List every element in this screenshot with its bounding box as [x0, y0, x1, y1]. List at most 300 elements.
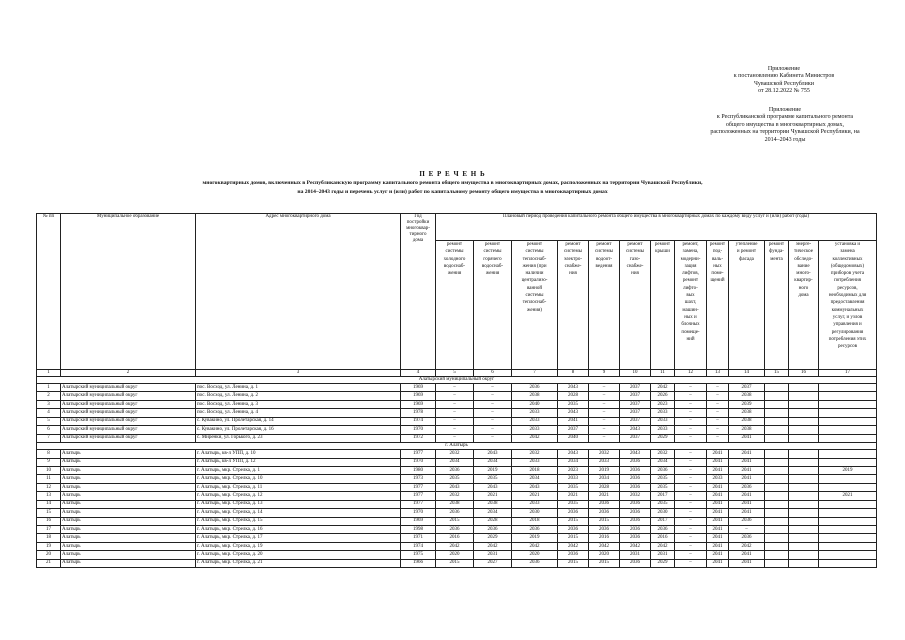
table-cell: 2035	[474, 475, 512, 483]
table-cell: Алатырь	[61, 458, 196, 466]
table-cell: –	[675, 542, 707, 550]
table-cell: 2038	[729, 392, 765, 400]
table-cell	[765, 450, 789, 458]
table-cell	[789, 526, 819, 534]
table-cell: 1969	[401, 384, 436, 392]
appendix-decree-line: к постановлению Кабинета Министров	[733, 73, 835, 80]
table-cell: 10	[37, 466, 61, 474]
table-cell: 2015	[589, 517, 620, 525]
column-header-line: ресурсов	[837, 344, 858, 350]
table-cell: 2020	[512, 551, 558, 559]
table-cell: 2041	[707, 517, 729, 525]
column-header-line: жения)	[527, 307, 542, 313]
table-cell	[789, 492, 819, 500]
column-header-line: электро-	[563, 256, 583, 262]
table-cell: 2036	[589, 526, 620, 534]
table-cell	[765, 417, 789, 425]
table-cell: Алатырь	[61, 551, 196, 559]
table-cell: 2028	[589, 483, 620, 491]
table-cell	[819, 526, 877, 534]
table-cell: Алатырь	[61, 450, 196, 458]
column-header-line: ремонт	[446, 242, 463, 247]
table-cell: 11	[37, 475, 61, 483]
table-row	[37, 509, 877, 517]
table-cell: Алатырь	[61, 526, 196, 534]
column-header-work-type	[675, 241, 707, 370]
column-header-line: и ремонт	[736, 249, 757, 255]
table-cell: с. Кувакино, ул. Пролетарская, д. 14	[196, 417, 401, 425]
column-header-line: замена,	[682, 249, 699, 255]
table-cell: 2019	[589, 466, 620, 474]
table-cell	[765, 434, 789, 442]
column-header-line: водоснаб-	[443, 263, 466, 269]
table-cell	[789, 434, 819, 442]
table-cell: 2041	[707, 500, 729, 508]
table-cell: 2041	[707, 542, 729, 550]
column-header-line: блочных	[681, 322, 700, 328]
table-cell	[789, 409, 819, 417]
table-cell: –	[675, 559, 707, 567]
table-cell	[765, 392, 789, 400]
table-cell: –	[589, 384, 620, 392]
column-header-line: жения	[485, 271, 500, 277]
table-cell: 2041	[729, 492, 765, 500]
table-cell: г. Алатырь, кв-л УПП, д. 10	[196, 450, 401, 458]
table-cell: г. Алатырь, мкр. Стрелка, д. 19	[196, 542, 401, 550]
column-header-line: ремонт,	[682, 242, 699, 247]
table-row	[37, 434, 877, 442]
table-cell: 2041	[729, 559, 765, 567]
table-cell: 2021	[512, 492, 558, 500]
table-cell	[819, 500, 877, 508]
table-cell: 2038	[729, 417, 765, 425]
column-number: 6	[474, 370, 512, 377]
table-cell: Алатырь	[61, 542, 196, 550]
table-cell	[819, 384, 877, 392]
column-header-line: системы	[445, 249, 464, 255]
table-cell: г. Алатырь, мкр. Стрелка, д. 10	[196, 475, 401, 483]
table-cell	[819, 392, 877, 400]
table-cell: –	[436, 392, 474, 400]
column-header-line: Год	[414, 214, 422, 219]
table-row	[37, 400, 877, 408]
table-cell: –	[707, 434, 729, 442]
table-cell: –	[474, 417, 512, 425]
table-cell: г. Алатырь, мкр. Стрелка, д. 12	[196, 492, 401, 500]
table-cell	[789, 450, 819, 458]
table-cell: 2041	[707, 509, 729, 517]
table-cell: 2027	[474, 559, 512, 567]
table-cell	[765, 559, 789, 567]
table-cell	[819, 483, 877, 491]
table-cell: –	[436, 384, 474, 392]
table-cell: г. Алатырь, мкр. Стрелка, д. 16	[196, 526, 401, 534]
table-cell: 2042	[651, 542, 675, 550]
table-cell	[819, 559, 877, 567]
column-header-line: вание	[797, 263, 810, 269]
column-header-line: наличии	[525, 271, 544, 277]
table-cell: 2035	[558, 500, 589, 508]
table-cell: 2041	[707, 526, 729, 534]
table-cell: 2042	[474, 542, 512, 550]
table-cell: –	[707, 417, 729, 425]
table-cell	[765, 409, 789, 417]
table-cell: 2041	[707, 492, 729, 500]
table-cell: –	[707, 426, 729, 434]
table-cell: 9	[37, 458, 61, 466]
column-header-line: ных и	[684, 314, 697, 320]
table-cell: 2036	[729, 517, 765, 525]
column-number: 1	[37, 370, 61, 377]
table-cell: 2041	[707, 458, 729, 466]
column-header-line: ремонт	[627, 242, 643, 247]
table-cell	[765, 466, 789, 474]
table-cell: 2043	[620, 450, 651, 458]
table-cell	[819, 426, 877, 434]
appendix-program-line: Приложение	[768, 107, 802, 113]
column-header-municipality: Муниципальное образование	[61, 214, 196, 370]
table-cell: г. Алатырь, кв-л УПП, д. 12	[196, 458, 401, 466]
table-cell: 2015	[558, 517, 589, 525]
table-cell: –	[474, 434, 512, 442]
table-cell	[819, 534, 877, 542]
table-cell: 2034	[558, 458, 589, 466]
column-header-line: квартир-	[794, 278, 813, 284]
table-cell: 2032	[651, 450, 675, 458]
table-cell: 2036	[620, 509, 651, 517]
table-cell	[819, 509, 877, 517]
table-cell: 17	[37, 526, 61, 534]
table-cell: 2036	[436, 509, 474, 517]
column-header-line: регулирования	[831, 329, 864, 335]
table-cell: 6	[37, 426, 61, 434]
column-header-line: ремонт	[768, 242, 785, 247]
column-number: 3	[196, 370, 401, 377]
column-header-line: теплоснаб-	[522, 300, 547, 306]
table-cell: 2037	[620, 392, 651, 400]
table-cell: 2042	[620, 542, 651, 550]
table-cell: 2028	[474, 517, 512, 525]
table-cell: 16	[37, 517, 61, 525]
table-cell: 2037	[620, 400, 651, 408]
table-cell: –	[675, 392, 707, 400]
table-cell: 2036	[474, 526, 512, 534]
table-cell: 2019	[819, 466, 877, 474]
column-header-line: ния	[569, 271, 577, 277]
column-header-work-type	[474, 241, 512, 370]
column-header-line: горячего	[483, 256, 502, 262]
table-cell: 2030	[651, 509, 675, 517]
table-cell: 2029	[651, 559, 675, 567]
table-cell: 2041	[729, 466, 765, 474]
table-cell: 2035	[558, 400, 589, 408]
column-header-line: машин-	[682, 307, 699, 313]
column-number: 16	[789, 370, 819, 377]
table-cell: 2042	[651, 384, 675, 392]
table-cell: 2042	[589, 542, 620, 550]
table-cell: 2031	[474, 551, 512, 559]
table-cell: 2034	[589, 475, 620, 483]
table-cell: 2031	[620, 551, 651, 559]
column-header-line: установка и	[834, 242, 861, 247]
table-cell: 2043	[474, 483, 512, 491]
column-header-line: под-	[712, 249, 723, 255]
table-cell: 2033	[512, 458, 558, 466]
column-header-line: дома	[412, 238, 424, 243]
table-cell: 2036	[651, 466, 675, 474]
table-cell	[789, 466, 819, 474]
table-cell: 8	[37, 450, 61, 458]
table-cell: 4	[37, 409, 61, 417]
table-cell: –	[474, 426, 512, 434]
table-cell: –	[436, 400, 474, 408]
table-cell: 2021	[819, 492, 877, 500]
table-cell: 2036	[589, 500, 620, 508]
table-cell: Алатырский муниципальный округ	[61, 384, 196, 392]
table-cell: 1977	[401, 483, 436, 491]
table-cell	[789, 458, 819, 466]
table-row	[37, 475, 877, 483]
column-number: 12	[675, 370, 707, 377]
table-cell: Алатырь	[61, 492, 196, 500]
table-cell: 2034	[474, 458, 512, 466]
table-row	[37, 526, 877, 534]
column-header-line: ремонт	[484, 242, 501, 247]
table-row	[37, 492, 877, 500]
table-row	[37, 409, 877, 417]
table-row	[37, 551, 877, 559]
column-header-line: фунда-	[769, 249, 784, 255]
table-cell: Алатырский муниципальный округ	[61, 392, 196, 400]
table-cell: 2032	[436, 450, 474, 458]
table-row	[37, 450, 877, 458]
column-header-line: ремонт	[565, 242, 581, 247]
table-cell	[765, 483, 789, 491]
table-cell: 2035	[651, 483, 675, 491]
group-row	[37, 377, 877, 384]
table-cell: 2035	[651, 500, 675, 508]
table-cell	[819, 417, 877, 425]
table-cell: 2041	[707, 466, 729, 474]
column-header-line: необходимых для	[828, 293, 867, 299]
table-cell: –	[474, 400, 512, 408]
column-header-line: жения (при	[522, 263, 547, 269]
table-cell: г. Алатырь, мкр. Стрелка, д. 21	[196, 559, 401, 567]
column-header-line: водоот-	[595, 256, 612, 262]
column-header-number: № пп	[37, 214, 61, 370]
column-header-line: замена	[840, 249, 855, 255]
table-cell: 2042	[729, 542, 765, 550]
table-cell: 2041	[707, 551, 729, 559]
table-cell: 1	[37, 384, 61, 392]
table-cell: –	[675, 534, 707, 542]
table-cell: 2043	[474, 450, 512, 458]
table-cell: г. Алатырь, мкр. Стрелка, д. 11	[196, 483, 401, 491]
table-cell: 2	[37, 392, 61, 400]
table-cell: г. Алатырь, мкр. Стрелка, д. 1	[196, 466, 401, 474]
column-header-work-type	[765, 241, 789, 370]
table-cell: 2028	[558, 392, 589, 400]
table-cell: 2036	[558, 509, 589, 517]
table-cell: 2037	[620, 434, 651, 442]
table-row	[37, 458, 877, 466]
appendix-program-line: расположенных на территории Чувашской Республики, на	[710, 129, 860, 136]
column-header-work-type	[729, 241, 765, 370]
table-cell: 2032	[589, 450, 620, 458]
table-cell: 19	[37, 542, 61, 550]
table-cell: –	[589, 392, 620, 400]
column-number: 9	[589, 370, 620, 377]
table-cell	[789, 534, 819, 542]
table-cell: 2038	[729, 426, 765, 434]
table-cell: 1970	[401, 426, 436, 434]
column-header-line: ремонт	[709, 242, 726, 247]
column-number: 2	[61, 370, 196, 377]
table-cell: Алатырь	[61, 517, 196, 525]
table-cell: –	[436, 417, 474, 425]
table-cell: 1970	[401, 509, 436, 517]
table-cell: 2041	[707, 483, 729, 491]
table-cell: 2032	[512, 450, 558, 458]
column-header-line: снабже-	[564, 263, 582, 269]
document-title: П Е Р Е Ч Е Н Ь	[419, 170, 486, 178]
table-cell: 2037	[620, 409, 651, 417]
table-cell: 2038	[474, 500, 512, 508]
table-cell: 2015	[436, 559, 474, 567]
table-cell: г. Алатырь, мкр. Стрелка, д. 17	[196, 534, 401, 542]
table-cell: Алатырь	[61, 475, 196, 483]
table-cell: –	[589, 409, 620, 417]
table-cell: 1966	[401, 559, 436, 567]
table-cell	[789, 483, 819, 491]
column-header-line: коммунальных	[831, 307, 864, 313]
table-cell: –	[436, 434, 474, 442]
table-cell: 2016	[651, 534, 675, 542]
table-cell: –	[474, 392, 512, 400]
table-cell: –	[729, 526, 765, 534]
table-cell: 2041	[729, 509, 765, 517]
table-cell: 2041	[729, 434, 765, 442]
table-cell: Алатырь	[61, 466, 196, 474]
column-number: 5	[436, 370, 474, 377]
table-cell: 2033	[707, 475, 729, 483]
table-cell: 2019	[512, 534, 558, 542]
table-cell: 2036	[620, 458, 651, 466]
table-cell: пос. Восход, ул. Ленина, д. 1	[196, 384, 401, 392]
table-cell: –	[474, 409, 512, 417]
table-cell: 2041	[729, 475, 765, 483]
table-cell: 2037	[558, 426, 589, 434]
table-cell: 2036	[620, 534, 651, 542]
table-cell	[765, 400, 789, 408]
table-cell: 18	[37, 534, 61, 542]
table-cell: –	[675, 400, 707, 408]
column-header-work-type	[819, 241, 877, 370]
table-cell: 2029	[474, 534, 512, 542]
houses-table	[36, 213, 877, 568]
table-cell: 2037	[620, 417, 651, 425]
table-cell: 2042	[512, 542, 558, 550]
column-header-line: тирного	[409, 232, 427, 237]
table-cell: 2037	[729, 384, 765, 392]
table-cell	[765, 517, 789, 525]
table-cell: 2036	[620, 466, 651, 474]
table-cell: 2036	[436, 526, 474, 534]
column-header-line: шахт,	[684, 300, 697, 306]
table-cell: –	[675, 426, 707, 434]
column-header-line: фасада	[739, 256, 754, 262]
table-cell: 2036	[729, 483, 765, 491]
table-cell: 2015	[558, 534, 589, 542]
table-cell: 2021	[558, 492, 589, 500]
table-cell: Алатырский муниципальный округ	[61, 417, 196, 425]
table-cell: 2017	[651, 517, 675, 525]
column-number: 17	[819, 370, 877, 377]
table-cell: 2026	[651, 392, 675, 400]
table-cell	[819, 409, 877, 417]
table-cell: 2036	[620, 517, 651, 525]
table-cell: Алатырский муниципальный округ	[61, 400, 196, 408]
table-cell	[819, 517, 877, 525]
table-cell: 2041	[729, 551, 765, 559]
column-header-line: дома	[798, 293, 809, 299]
appendix-decree-line: от 28.12.2022 № 755	[758, 88, 810, 95]
table-cell	[789, 559, 819, 567]
column-header-line: системы	[625, 249, 645, 255]
table-cell: –	[707, 409, 729, 417]
table-cell: 1969	[401, 517, 436, 525]
table-cell	[819, 400, 877, 408]
column-header-line: системы	[594, 249, 614, 255]
column-number: 14	[729, 370, 765, 377]
table-cell: 2020	[436, 551, 474, 559]
table-cell: –	[675, 409, 707, 417]
column-header-line: потребления этих	[828, 336, 867, 342]
table-cell: –	[675, 509, 707, 517]
column-header-address: Адрес многоквартирного дома	[196, 214, 401, 370]
column-header-line: лифтов,	[682, 271, 699, 277]
table-cell	[789, 500, 819, 508]
column-header-line: обследо-	[794, 256, 813, 262]
table-cell: 2018	[512, 466, 558, 474]
table-row	[37, 417, 877, 425]
table-cell: 2035	[436, 475, 474, 483]
document-subtitle: многоквартирных домов, включенных в Республиканскую программу капитального ремонта общего имущества в многоквартирных домах, расположенных на территории Чувашской Республики,	[202, 180, 703, 186]
table-cell: 2033	[558, 475, 589, 483]
table-cell: 2033	[651, 409, 675, 417]
table-cell: –	[474, 384, 512, 392]
table-cell: 2023	[558, 466, 589, 474]
table-cell	[765, 526, 789, 534]
column-header-line: ванной	[526, 285, 543, 291]
table-cell: 7	[37, 434, 61, 442]
table-cell: с. Кувакино, ул. Пролетарская, д. 16	[196, 426, 401, 434]
table-cell: –	[675, 417, 707, 425]
table-cell: 2036	[620, 500, 651, 508]
table-cell: 2015	[436, 517, 474, 525]
table-cell: Алатырь	[61, 500, 196, 508]
table-cell: 2036	[436, 466, 474, 474]
table-cell: Алатырский муниципальный округ	[61, 409, 196, 417]
table-cell	[789, 542, 819, 550]
table-cell: 2041	[729, 458, 765, 466]
column-header-line: системы	[525, 249, 544, 255]
column-header-line: крыши	[655, 249, 670, 255]
table-cell: –	[589, 426, 620, 434]
table-cell: 2036	[512, 559, 558, 567]
column-header-line: водоснаб-	[481, 263, 504, 269]
table-cell: 1972	[401, 434, 436, 442]
